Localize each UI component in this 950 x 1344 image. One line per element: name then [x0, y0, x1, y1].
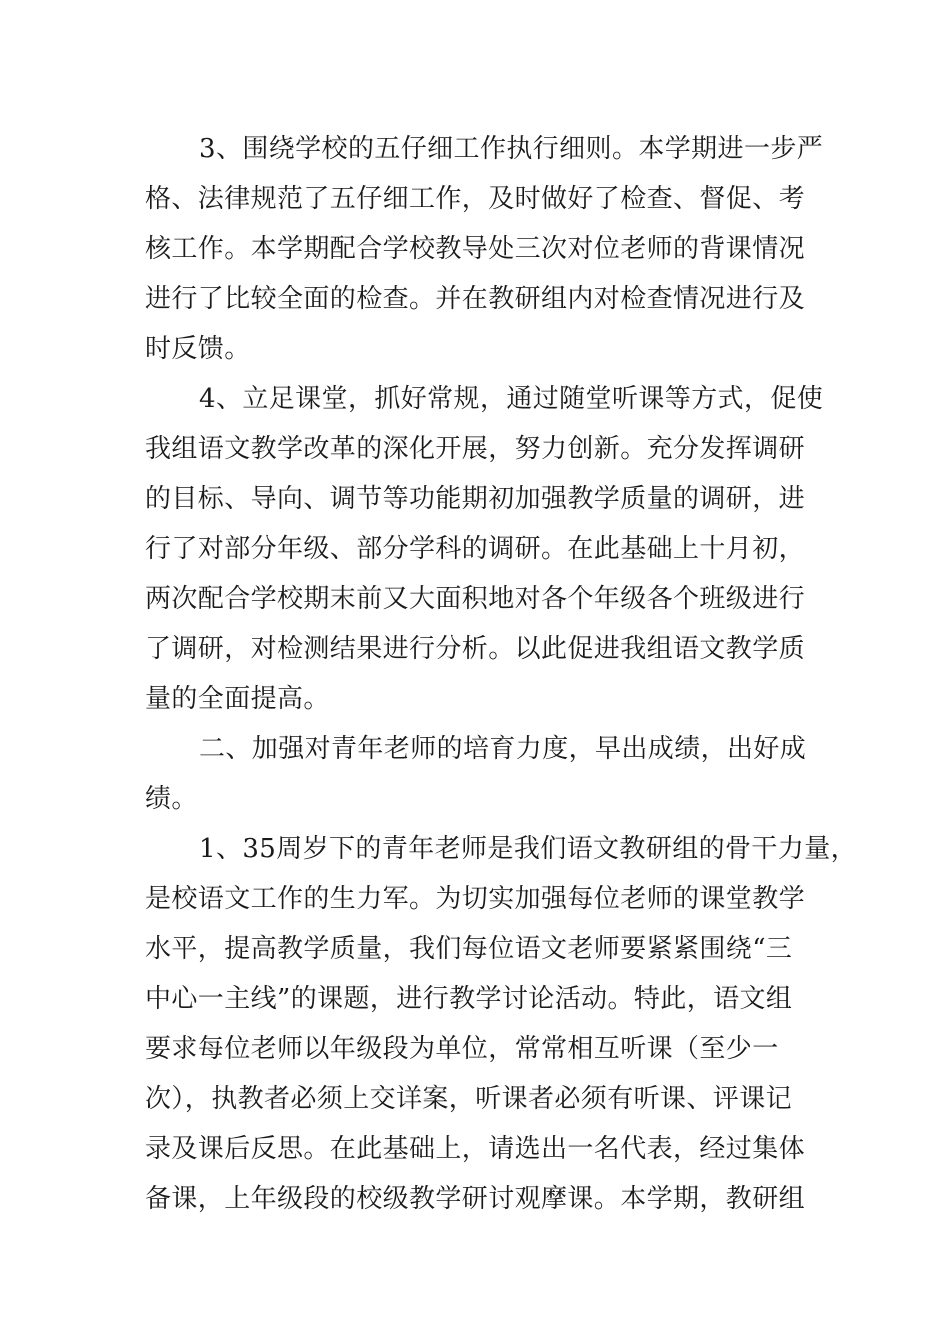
text-line: 二、加强对青年老师的培育力度，早出成绩，出好成: [199, 734, 807, 764]
text-line: 是校语文工作的生力军。为切实加强每位老师的课堂教学: [145, 884, 806, 914]
text-line: 3、围绕学校的五仔细工作执行细则。本学期进一步严: [199, 134, 824, 164]
text-line: 1、35周岁下的青年老师是我们语文教研组的骨干力量，: [199, 834, 858, 864]
text-line: 4、立足课堂，抓好常规，通过随堂听课等方式，促使: [199, 384, 824, 414]
text-line: 备课，上年级段的校级教学研讨观摩课。本学期，教研组: [145, 1184, 806, 1214]
text-line: 中心一主线”的课题，进行教学讨论活动。特此，语文组: [145, 984, 793, 1014]
text-line: 的目标、导向、调节等功能期初加强教学质量的调研，进: [145, 484, 806, 514]
text-line: 行了对部分年级、部分学科的调研。在此基础上十月初，: [145, 534, 806, 564]
text-line: 量的全面提高。: [145, 684, 330, 714]
text-line: 时反馈。: [145, 334, 251, 364]
text-line: 格、法律规范了五仔细工作，及时做好了检查、督促、考: [145, 184, 806, 214]
text-line: 绩。: [145, 784, 198, 814]
text-line: 要求每位老师以年级段为单位，常常相互听课（至少一: [145, 1034, 779, 1064]
text-line: 水平，提高教学质量，我们每位语文老师要紧紧围绕“三: [145, 934, 793, 964]
text-line: 录及课后反思。在此基础上，请选出一名代表，经过集体: [145, 1134, 806, 1164]
text-line: 两次配合学校期末前又大面积地对各个年级各个班级进行: [145, 584, 806, 614]
text-line: 了调研，对检测结果进行分析。以此促进我组语文教学质: [145, 634, 806, 664]
text-line: 核工作。本学期配合学校教导处三次对位老师的背课情况: [145, 234, 806, 264]
text-line: 次），执教者必须上交详案，听课者必须有听课、评课记: [145, 1084, 793, 1114]
text-line: 我组语文教学改革的深化开展，努力创新。充分发挥调研: [145, 434, 806, 464]
text-line: 进行了比较全面的检查。并在教研组内对检查情况进行及: [145, 284, 806, 314]
